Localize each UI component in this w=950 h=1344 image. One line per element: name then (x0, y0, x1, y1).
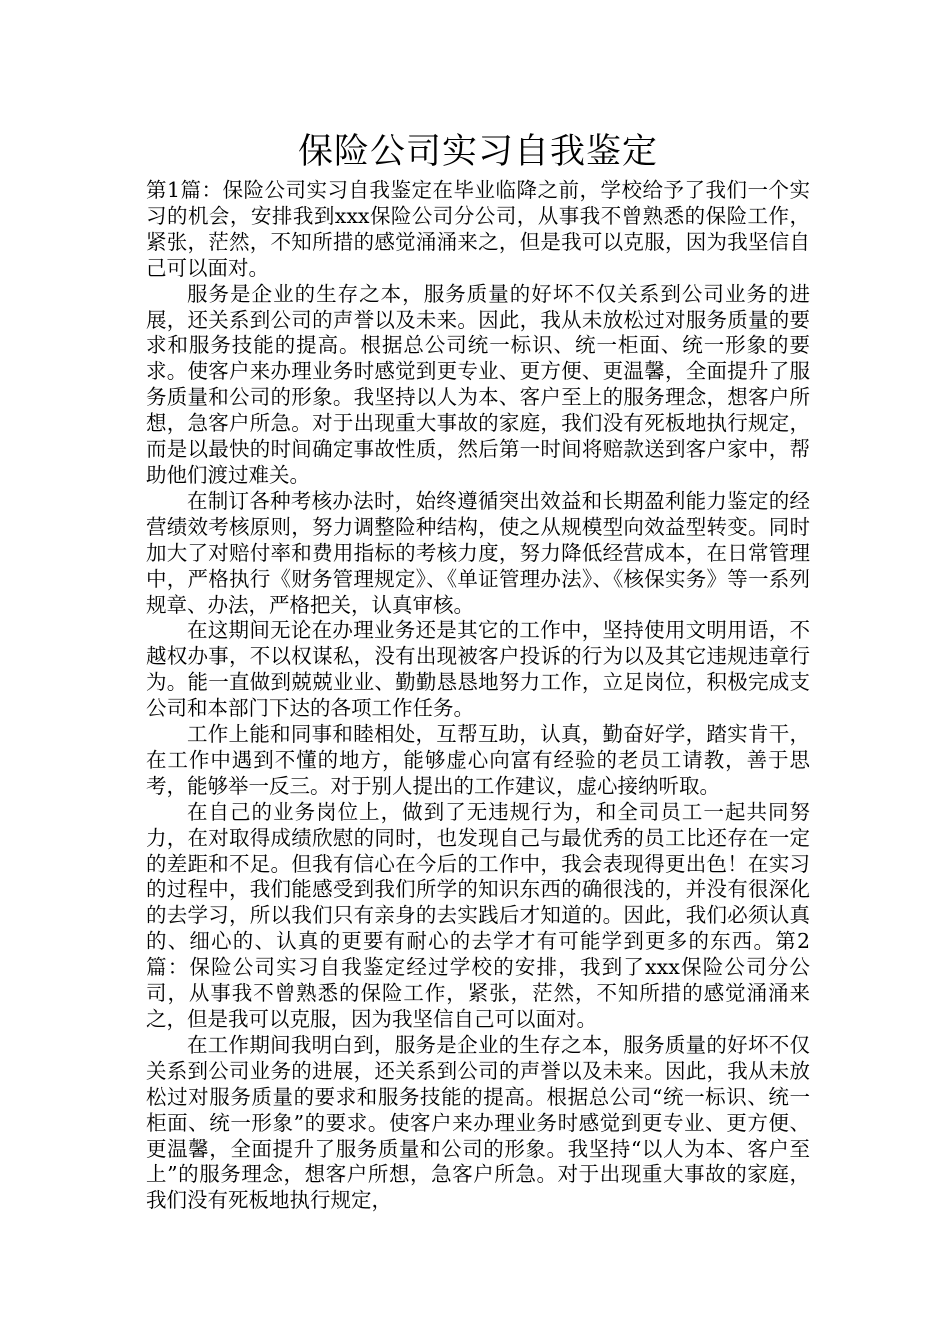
paragraph-3: 在制订各种考核办法时，始终遵循突出效益和长期盈利能力鉴定的经营绩效考核原则，努力调整险种结构，使之从规模型向效益型转变。同时加大了对赔付率和费用指标的考核力度，努力降低经营成本，在日常管理中，严格执行《财务管理规定》、《单证管理办法》、《核保实务》等一系列规章、办法，严格把关，认真审核。 (146, 488, 810, 617)
paragraph-5: 工作上能和同事和睦相处，互帮互助，认真，勤奋好学，踏实肯干，在工作中遇到不懂的地方，能够虚心向富有经验的老员工请教，善于思考，能够举一反三。对于别人提出的工作建议，虚心接纳听取。 (146, 722, 810, 798)
document-page (146, 126, 810, 1214)
paragraph-4: 在这期间无论在办理业务还是其它的工作中，坚持使用文明用语，不越权办事，不以权谋私，没有出现被客户投诉的行为以及其它违规违章行为。能一直做到兢兢业业、勤勤恳恳地努力工作，立足岗位，积极完成支公司和本部门下达的各项工作任务。 (146, 618, 810, 721)
document-title: 保险公司实习自我鉴定 (297, 132, 658, 172)
paragraph-6: 在自己的业务岗位上，做到了无违规行为，和全司员工一起共同努力，在对取得成绩欣慰的同时，也发现自己与最优秀的员工比还存在一定的差距和不足。但我有信心在今后的工作中，我会表现得更出色！在实习的过程中，我们能感受到我们所学的知识东西的确很浅的，并没有很深化的去学习，所以我们只有亲身的去实践后才知道的。因此，我们必须认真的、细心的、认真的更要有耐心的去学才有可能学到更多的东西。第2篇：保险公司实习自我鉴定经过学校的安排，我到了xxx保险公司分公司，从事我不曾熟悉的保险工作，紧张，茫然，不知所措的感觉涌涌来之，但是我可以克服，因为我坚信自己可以面对。 (146, 799, 810, 1031)
paragraph-7: 在工作期间我明白到，服务是企业的生存之本，服务质量的好坏不仅关系到公司业务的进展，还关系到公司的声誉以及未来。因此，我从未放松过对服务质量的要求和服务技能的提高。根据总公司“统一标识、统一柜面、统一形象”的要求。使客户来办理业务时感觉到更专业、更方便、更温馨，全面提升了服务质量和公司的形象。我坚持“以人为本、客户至上”的服务理念，想客户所想，急客户所急。对于出现重大事故的家庭，我们没有死板地执行规定， (146, 1032, 810, 1213)
paragraph-1: 第1篇：保险公司实习自我鉴定在毕业临降之前，学校给予了我们一个实习的机会，安排我到xxx保险公司分公司，从事我不曾熟悉的保险工作，紧张，茫然，不知所措的感觉涌涌来之，但是我可以克服，因为我坚信自己可以面对。 (146, 178, 810, 280)
paragraph-2: 服务是企业的生存之本，服务质量的好坏不仅关系到公司业务的进展，还关系到公司的声誉以及未来。因此，我从未放松过对服务质量的要求和服务技能的提高。根据总公司统一标识、统一柜面、统一形象的要求。使客户来办理业务时感觉到更专业、更方便、更温馨，全面提升了服务质量和公司的形象。我坚持以人为本、客户至上的服务理念，想客户所想，急客户所急。对于出现重大事故的家庭，我们没有死板地执行规定，而是以最快的时间确定事故性质，然后第一时间将赔款送到客户家中，帮助他们渡过难关。 (146, 281, 810, 487)
